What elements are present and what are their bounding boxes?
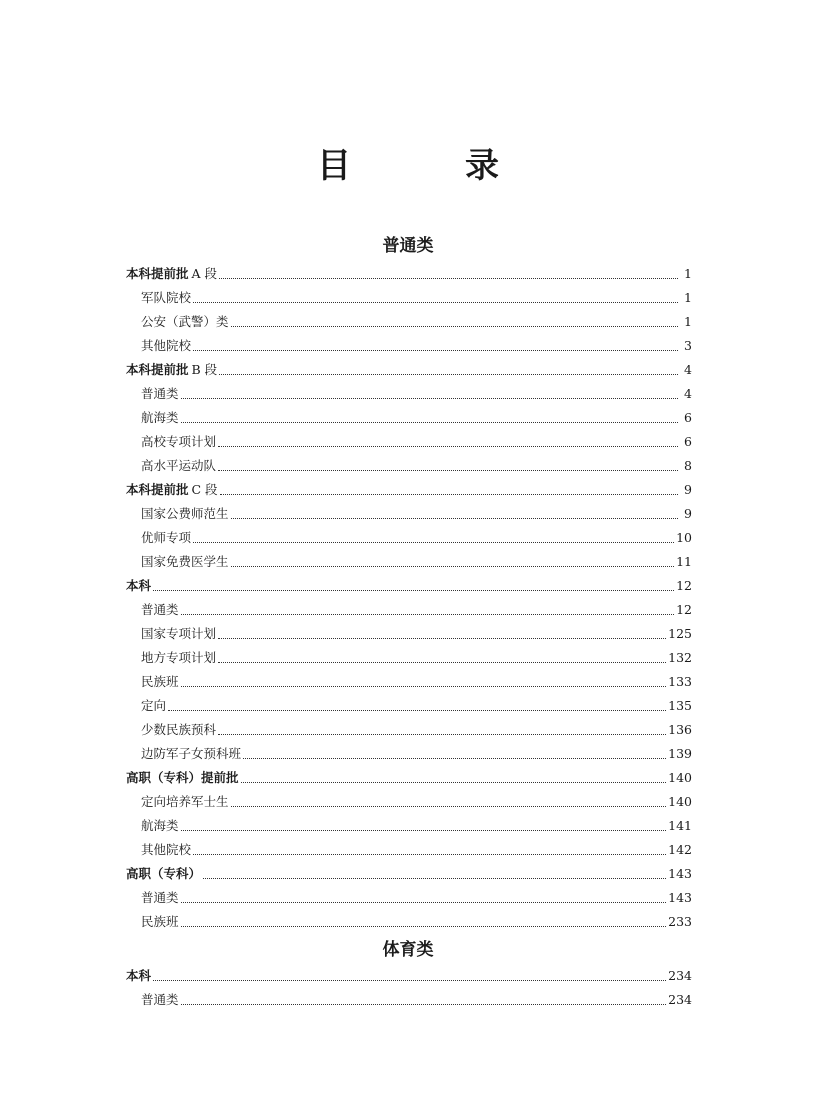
toc-entry-label: 定向培养军士生 <box>141 794 229 809</box>
dot-leader <box>181 676 667 687</box>
toc-entry-sub[interactable] <box>126 742 692 766</box>
toc-entry-sub[interactable] <box>126 550 692 574</box>
dot-leader <box>231 556 675 567</box>
dot-leader <box>181 820 667 831</box>
toc-page-number: 125 <box>668 626 692 641</box>
toc-entry-label: 航海类 <box>141 818 179 833</box>
section-heading-putong: 普通类 <box>382 236 434 256</box>
dot-leader <box>193 532 674 543</box>
dot-leader <box>231 508 678 519</box>
dot-leader <box>193 292 678 303</box>
toc-page-number: 143 <box>668 890 692 905</box>
toc-entry-label: 本科提前批 <box>126 362 189 377</box>
toc-entry-label: 国家免费医学生 <box>141 554 229 569</box>
toc-entry-sub[interactable] <box>126 310 692 334</box>
toc-entry-sub[interactable] <box>126 286 692 310</box>
toc-page-number: 135 <box>668 698 692 713</box>
toc-entry-label: 航海类 <box>141 410 179 425</box>
toc-entry-label: 本科提前批 <box>126 482 189 497</box>
toc-entry-sub[interactable] <box>126 886 692 910</box>
toc-page-number: 141 <box>668 818 692 833</box>
toc-page-number: 133 <box>668 674 692 689</box>
toc-entry-sub[interactable] <box>126 670 692 694</box>
toc-entry-suffix: B 段 <box>191 362 218 377</box>
dot-leader <box>181 388 678 399</box>
toc-entry-sub[interactable] <box>126 598 692 622</box>
toc-entry-label: 优师专项 <box>141 530 192 545</box>
dot-leader <box>218 460 678 471</box>
toc-entry-sub[interactable] <box>126 406 692 430</box>
toc-entry-label: 地方专项计划 <box>141 650 217 665</box>
toc-list-tiyu <box>126 964 692 1012</box>
dot-leader <box>203 868 666 879</box>
toc-page-number: 6 <box>684 434 692 449</box>
dot-leader <box>219 364 678 375</box>
toc-entry-label: 少数民族预科 <box>141 722 217 737</box>
toc-page-number: 8 <box>684 458 692 473</box>
dot-leader <box>218 628 666 639</box>
toc-entry-label: 本科 <box>126 578 152 593</box>
toc-page-number: 4 <box>684 386 692 401</box>
toc-page-number: 139 <box>668 746 692 761</box>
toc-entry-sub[interactable] <box>126 814 692 838</box>
toc-entry-label: 高职（专科） <box>126 866 202 881</box>
toc-entry-sub[interactable] <box>126 382 692 406</box>
toc-page-number: 11 <box>676 554 692 569</box>
toc-entry-sub[interactable] <box>126 526 692 550</box>
toc-page-number: 10 <box>676 530 692 545</box>
dot-leader <box>218 652 666 663</box>
toc-entry-sub[interactable] <box>126 910 692 934</box>
toc-entry-main[interactable] <box>126 862 692 886</box>
dot-leader <box>181 994 667 1005</box>
toc-entry-sub[interactable] <box>126 622 692 646</box>
toc-entry-sub[interactable] <box>126 646 692 670</box>
toc-entry-label: 其他院校 <box>141 338 192 353</box>
toc-entry-sub[interactable] <box>126 988 692 1012</box>
toc-page-number: 1 <box>684 290 692 305</box>
dot-leader <box>218 436 678 447</box>
dot-leader <box>220 484 678 495</box>
toc-page-number: 234 <box>668 992 692 1007</box>
toc-entry-label: 定向 <box>141 698 167 713</box>
toc-entry-sub[interactable] <box>126 430 692 454</box>
dot-leader <box>181 892 667 903</box>
toc-page-number: 140 <box>668 770 692 785</box>
toc-entry-main[interactable] <box>126 964 692 988</box>
toc-entry-label: 本科提前批 <box>126 266 189 281</box>
dot-leader <box>219 268 678 279</box>
toc-entry-sub[interactable] <box>126 334 692 358</box>
dot-leader <box>218 724 666 735</box>
dot-leader <box>153 970 666 981</box>
toc-entry-sub[interactable] <box>126 718 692 742</box>
dot-leader <box>168 700 666 711</box>
toc-entry-sub[interactable] <box>126 838 692 862</box>
toc-entry-label: 普通类 <box>141 386 179 401</box>
section-heading-tiyu: 体育类 <box>382 940 434 960</box>
toc-page-number: 9 <box>684 506 692 521</box>
dot-leader <box>243 748 666 759</box>
toc-entry-sub[interactable] <box>126 454 692 478</box>
toc-page-number: 1 <box>684 266 692 281</box>
dot-leader <box>193 340 678 351</box>
toc-entry-label: 民族班 <box>141 674 179 689</box>
dot-leader <box>181 916 667 927</box>
toc-entry-label: 本科 <box>126 968 152 983</box>
toc-entry-label: 国家公费师范生 <box>141 506 229 521</box>
dot-leader <box>193 844 666 855</box>
toc-entry-sub[interactable] <box>126 694 692 718</box>
toc-entry-label: 边防军子女预科班 <box>141 746 242 761</box>
toc-entry-suffix: C 段 <box>191 482 218 497</box>
toc-page-number: 3 <box>684 338 692 353</box>
toc-entry-suffix: A 段 <box>191 266 218 281</box>
toc-page-number: 143 <box>668 866 692 881</box>
toc-entry-label: 普通类 <box>141 602 179 617</box>
dot-leader <box>241 772 667 783</box>
toc-entry-label: 其他院校 <box>141 842 192 857</box>
dot-leader <box>231 796 667 807</box>
toc-entry-label: 民族班 <box>141 914 179 929</box>
toc-entry-main[interactable] <box>126 262 692 286</box>
toc-page-number: 132 <box>668 650 692 665</box>
toc-entry-label: 高水平运动队 <box>141 458 217 473</box>
toc-entry-label: 高校专项计划 <box>141 434 217 449</box>
toc-entry-label: 普通类 <box>141 890 179 905</box>
toc-entry-main[interactable] <box>126 478 692 502</box>
toc-page-number: 136 <box>668 722 692 737</box>
toc-entry-main[interactable] <box>126 358 692 382</box>
toc-entry-label: 公安（武警）类 <box>141 314 229 329</box>
dot-leader <box>181 412 678 423</box>
dot-leader <box>181 604 675 615</box>
toc-entry-main[interactable] <box>126 766 692 790</box>
toc-entry-sub[interactable] <box>126 790 692 814</box>
toc-entry-main[interactable] <box>126 574 692 598</box>
toc-page-number: 142 <box>668 842 692 857</box>
toc-entry-label: 国家专项计划 <box>141 626 217 641</box>
toc-page-number: 234 <box>668 968 692 983</box>
toc-entry-label: 普通类 <box>141 992 179 1007</box>
toc-list-putong <box>126 262 692 934</box>
dot-leader <box>231 316 678 327</box>
toc-page-number: 140 <box>668 794 692 809</box>
dot-leader <box>153 580 674 591</box>
page-title: 目 录 <box>317 146 539 186</box>
toc-page-number: 4 <box>684 362 692 377</box>
toc-page-number: 12 <box>676 602 692 617</box>
toc-entry-sub[interactable] <box>126 502 692 526</box>
toc-page-number: 9 <box>684 482 692 497</box>
toc-entry-label: 高职（专科）提前批 <box>126 770 239 785</box>
toc-page-number: 233 <box>668 914 692 929</box>
toc-page-number: 6 <box>684 410 692 425</box>
toc-page-number: 1 <box>684 314 692 329</box>
toc-entry-label: 军队院校 <box>141 290 192 305</box>
toc-page-number: 12 <box>676 578 692 593</box>
